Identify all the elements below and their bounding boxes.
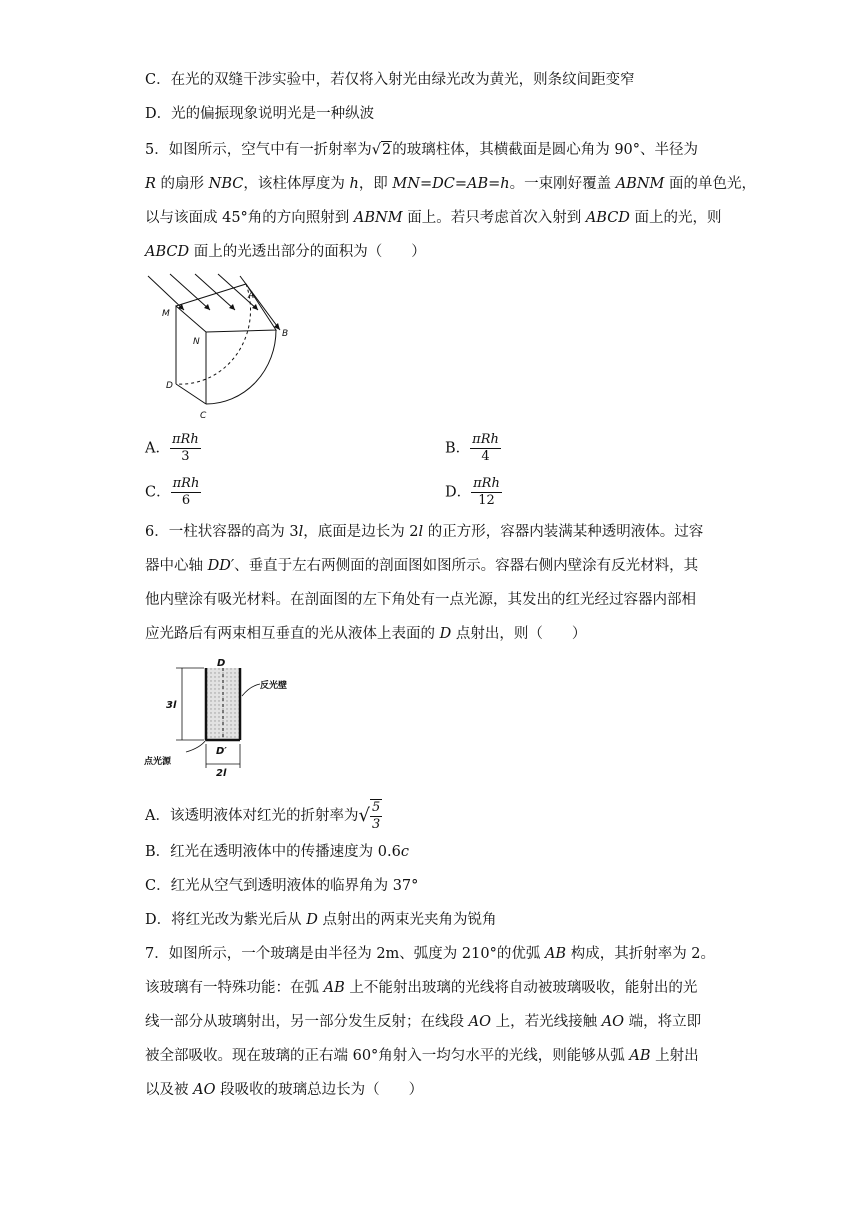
- q5-option-c: C． $\frac{\text{πRh}}{6}$: [145, 476, 200, 508]
- label-width: 2l: [216, 768, 227, 779]
- label-c: C: [200, 411, 207, 421]
- q5-option-a: A． $\frac{\text{πRh}}{3}$: [145, 432, 199, 464]
- q6-stem-line2: 器中心轴 DD′、垂直于左右两侧面的剖面图如图所示。容器右侧内壁涂有反光材料，其: [145, 558, 699, 574]
- q7-stem-line3: 线一部分从玻璃射出，另一部分发生反射；在线段 AO 上，若光线接触 AO 端，将立即: [145, 1014, 702, 1030]
- q6-option-d: D．将红光改为紫光后从 D 点射出的两束光夹角为锐角: [145, 912, 497, 928]
- label-height: 3l: [166, 700, 177, 711]
- q6-figure-container: [142, 656, 302, 780]
- label-a: A: [248, 291, 255, 301]
- q6-option-a: A．该透明液体对红光的折射率为√ $\frac{5}{3}$: [145, 800, 381, 832]
- q5-stem-line4: ABCD 面上的光透出部分的面积为（ ）: [145, 244, 426, 260]
- label-b: B: [282, 329, 289, 339]
- q4-option-c: C．在光的双缝干涉实验中，若仅将入射光由绿光改为黄光，则条纹间距变窄: [145, 72, 635, 88]
- q6-stem-line4: 应光路后有两束相互垂直的光从液体上表面的 D 点射出，则（ ）: [145, 626, 587, 642]
- q4-option-d: D．光的偏振现象说明光是一种纵波: [145, 106, 375, 122]
- label-light-source: 点光源: [144, 757, 172, 767]
- q5-stem-line2: R 的扇形 NBC，该柱体厚度为 h，即 MN=DC=AB=h。一束刚好覆盖 ABNM 面的单色光，: [145, 176, 756, 192]
- label-d-prime: D′: [216, 746, 227, 757]
- q7-stem-line2: 该玻璃有一特殊功能：在弧 AB 上不能射出玻璃的光线将自动被玻璃吸收，能射出的光: [145, 980, 698, 996]
- label-d: D: [217, 658, 226, 669]
- q7-stem-line1: 7．如图所示，一个玻璃是由半径为 2m、弧度为 210°的优弧 AB 构成，其折射率为 2。: [145, 946, 716, 962]
- q6-option-c: C．红光从空气到透明液体的临界角为 37°: [145, 878, 419, 894]
- q5-stem-line1: [145, 140, 698, 160]
- label-reflect-wall: 反光壁: [260, 681, 288, 691]
- text: 的玻璃柱体，其横截面是圆心角为 90°、半径为: [392, 142, 699, 158]
- sqrt-2: √2: [371, 142, 392, 158]
- label-n: N: [193, 337, 200, 347]
- q6-option-b: B．红光在透明液体中的传播速度为 0.6c: [145, 844, 409, 860]
- q7-stem-line4: 被全部吸收。现在玻璃的正右端 60°角射入一均匀水平的光线，则能够从弧 AB 上射出: [145, 1048, 699, 1064]
- q5-stem-line3: 以与该面成 45°角的方向照射到 ABNM 面上。若只考虑首次入射到 ABCD 面上的光，则: [145, 210, 722, 226]
- q7-stem-line5: 以及被 AO 段吸收的玻璃总边长为（ ）: [145, 1082, 424, 1098]
- q5-option-d: D． $\frac{\text{πRh}}{12}$: [445, 476, 500, 508]
- q5-option-b: B． $\frac{\text{πRh}}{4}$: [445, 432, 499, 464]
- q6-stem-line1: 6．一柱状容器的高为 3l，底面是边长为 2l 的正方形，容器内装满某种透明液体。过容: [145, 524, 704, 540]
- text: 5．如图所示，空气中有一折射率为: [145, 142, 372, 158]
- q5-figure-glass-prism: [140, 272, 300, 422]
- label-d: D: [166, 381, 173, 391]
- q6-stem-line3: 他内壁涂有吸光材料。在剖面图的左下角处有一点光源，其发出的红光经过容器内部相: [145, 592, 696, 608]
- label-m: M: [162, 309, 170, 319]
